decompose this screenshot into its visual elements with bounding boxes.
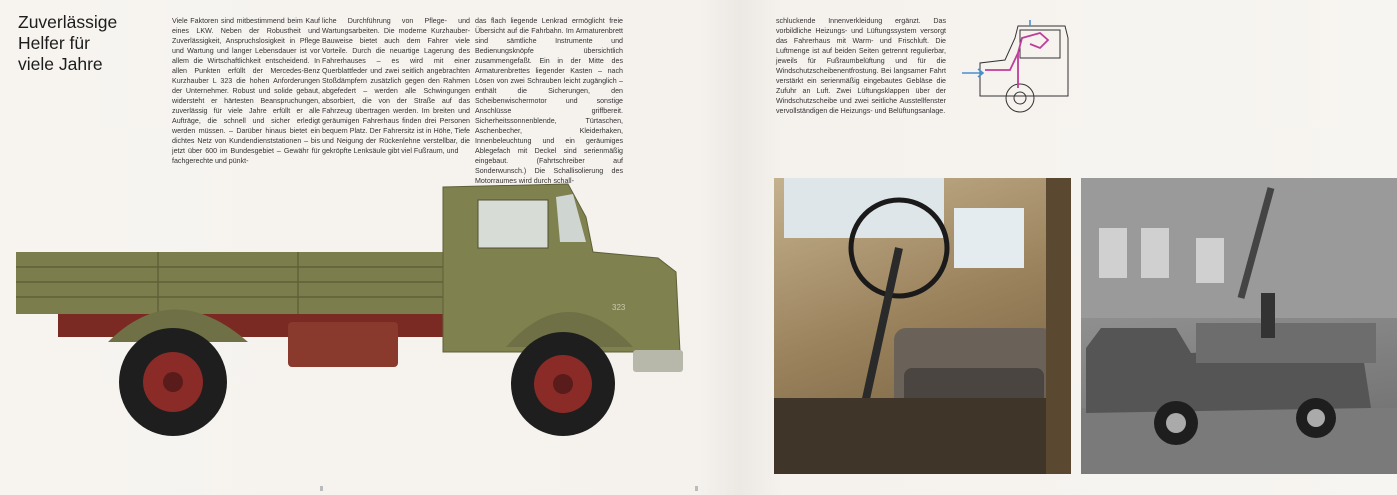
headline <box>18 12 117 75</box>
text-column-3 <box>475 16 623 186</box>
cab-interior-photo <box>774 178 1071 474</box>
text-column-4 <box>776 16 946 116</box>
headline-line-3: viele Jahre <box>18 54 103 74</box>
truck-illustration <box>8 172 688 442</box>
ventilation-diagram <box>960 18 1080 118</box>
body-text: schluckende Innenverkleidung ergänzt. Das vorbildliche Heizungs- und Lüftungssystem versorgt das Fahrerhaus mit Warm- und Frischluft. Die Luftmenge ist auf beiden Seiten getrennt regulierbar, jeweils für Fußraumbelüftung und für die Windschutzscheibenentfrostung. Bei langsamer Fahrt verstärkt ein serienmäßig eingebautes Gebläse die Zufuhr an Luft. Zwei Lüftungsklappen über der Windschutzscheibe und zwei seitliche Ausstellfenster vervollständigen die Heizungs- und Belüftungsanlage. <box>776 17 946 115</box>
headline-line-2: Helfer für <box>18 33 90 53</box>
page-crop-mark <box>320 486 323 491</box>
page-crop-mark <box>695 486 698 491</box>
body-text: das flach liegende Lenkrad ermöglicht freie Übersicht auf die Fahrbahn. Im Armaturenbrett sind sämtliche Instrumente und Bedienungsknöpfe übersichtlich zusammengefaßt. Ein in der Mitte des Armaturenbrettes liegender Kasten – nach Lösen von zwei Schrauben leicht zugänglich – enthält die Sicherungen, den Scheibenwischermotor und sonstige Anschlüsse griffbereit. Sicherheitssonnenblende, Türtaschen, Aschenbecher, Kleiderhaken, Innenbeleuchtung und ein geräumiges Ablegefach mit Deckel sind serienmäßig eingebaut. (Fahrtschreiber auf Sonderwunsch.) Die Schallisolierung des Motorraumes wird durch schall- <box>475 17 623 185</box>
depot-loading-photo <box>1081 178 1397 474</box>
body-text: Viele Faktoren sind mitbestimmend beim Kauf eines LKW. Neben der Robustheit und Zuverlässigkeit, Anspruchslosigkeit in Pflege und Wartung und langer Lebensdauer ist vor allem die Wirtschaftlichkeit entscheidend. In allen Punkten erfüllt der Mercedes-Benz Kurzhauber L 323 die hohen Anforderungen der Unternehmer. Robust und solide gebaut, widersteht er härtesten Beanspruchungen, zuverlässig für viele Jahre erfüllt er alle Aufträge, die schnell und sicher erledigt werden müssen. – Darüber hinaus bietet ein dichtes Netz von Kundendienststationen – bis jetzt über 600 im Bundesgebiet – Gewähr für fachgerechte und pünkt- <box>172 17 320 165</box>
truck-badge: 323 <box>612 303 626 312</box>
rear-wheel <box>119 328 227 436</box>
text-column-2 <box>322 16 470 156</box>
headline-line-1: Zuverlässige <box>18 12 118 32</box>
text-column-1 <box>172 16 320 166</box>
front-wheel <box>511 332 615 436</box>
body-text: liche Durchführung von Pflege- und Wartungsarbeiten. Die moderne Kurzhauber-Bauweise bietet auch dem Fahrer viele Vorteile. Durch die neuartige Lagerung des Fahrerhauses – es wird mit einer Querblattfeder und zwei seitlich angebrachten Stoßdämpfern zusätzlich gegen den Rahmen abgefedert – werden alle Schwingungen absorbiert, die von der Straße auf das Fahrzeug übertragen werden. Im breiten und geräumigen Fahrerhaus finden drei Personen bequem Platz. Der Fahrersitz ist in Höhe, Tiefe und Neigung der Rückenlehne verstellbar, die gekröpfte Lenksäule gibt viel Fußraum, und <box>322 17 470 155</box>
